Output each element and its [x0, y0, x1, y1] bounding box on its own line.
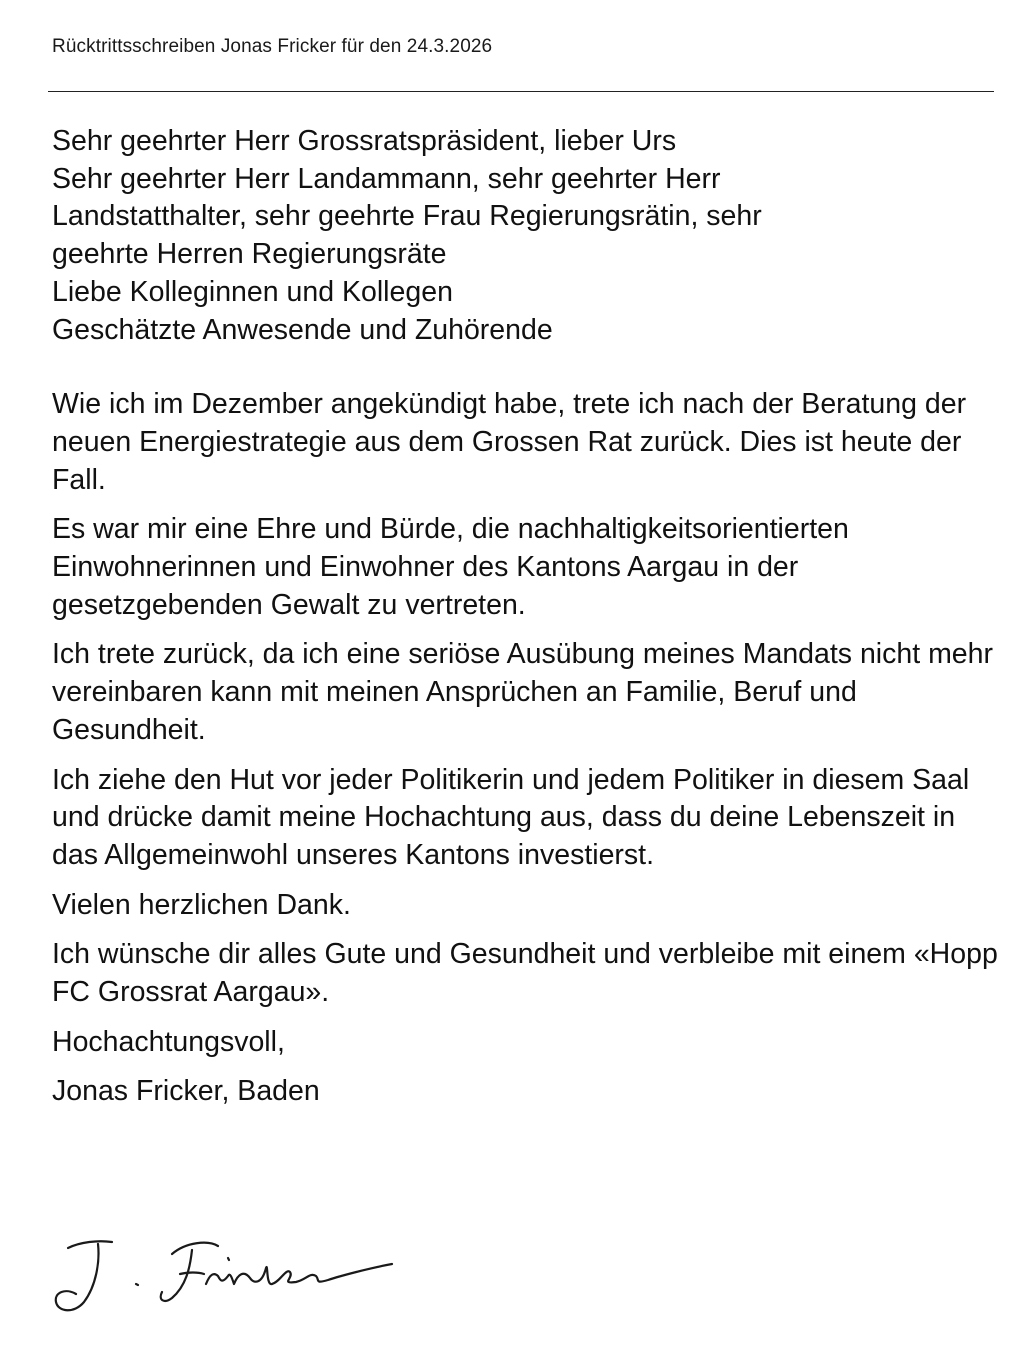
paragraph-thanks: Vielen herzlichen Dank. [52, 888, 351, 921]
salutation-block [52, 123, 1002, 349]
salutation-line: geehrte Herren Regierungsräte [52, 238, 447, 271]
document-header: Rücktrittsschreiben Jonas Fricker für den 24.3.2026 [52, 36, 493, 57]
paragraph-reason: Ich trete zurück, da ich eine seriöse Ausübung meines Mandats nicht mehr vereinbaren kann mit meinen Ansprüchen an Familie, Beruf und Gesundheit. [52, 638, 994, 746]
header-divider [48, 91, 994, 92]
paragraph-announcement: Wie ich im Dezember angekündigt habe, trete ich nach der Beratung der neuen Energiestrategie aus dem Grossen Rat zurück. Dies ist heute der Fall. [52, 388, 967, 496]
paragraph-gap [52, 349, 1002, 386]
signature-graphic [40, 1228, 400, 1328]
closing-greeting: Hochachtungsvoll, [52, 1025, 285, 1058]
paragraph-respect: Ich ziehe den Hut vor jeder Politikerin und jedem Politiker in diesem Saal und drücke damit meine Hochachtung aus, dass du deine Lebenszeit in das Allgemeinwohl unseres Kantons investierst. [52, 763, 970, 871]
salutation-line: Landstatthalter, sehr geehrte Frau Regierungsrätin, sehr [52, 200, 762, 233]
paragraph-wishes: Ich wünsche dir alles Gute und Gesundheit und verbleibe mit einem «Hopp FC Grossrat Aargau». [52, 938, 998, 1009]
salutation-line: Sehr geehrter Herr Grossratspräsident, lieber Urs [52, 125, 677, 157]
salutation-line: Liebe Kolleginnen und Kollegen [52, 275, 453, 308]
salutation-line: Geschätzte Anwesende und Zuhörende [52, 313, 553, 346]
salutation-line: Sehr geehrter Herr Landammann, sehr geehrter Herr [52, 162, 721, 195]
handwritten-signature [40, 1228, 400, 1328]
letter-body [52, 123, 1002, 1123]
paragraph-honor: Es war mir eine Ehre und Bürde, die nachhaltigkeitsorientierten Einwohnerinnen und Einwohner des Kantons Aargau in der gesetzgebenden Gewalt zu vertreten. [52, 513, 849, 621]
sender-name: Jonas Fricker, Baden [52, 1075, 320, 1108]
